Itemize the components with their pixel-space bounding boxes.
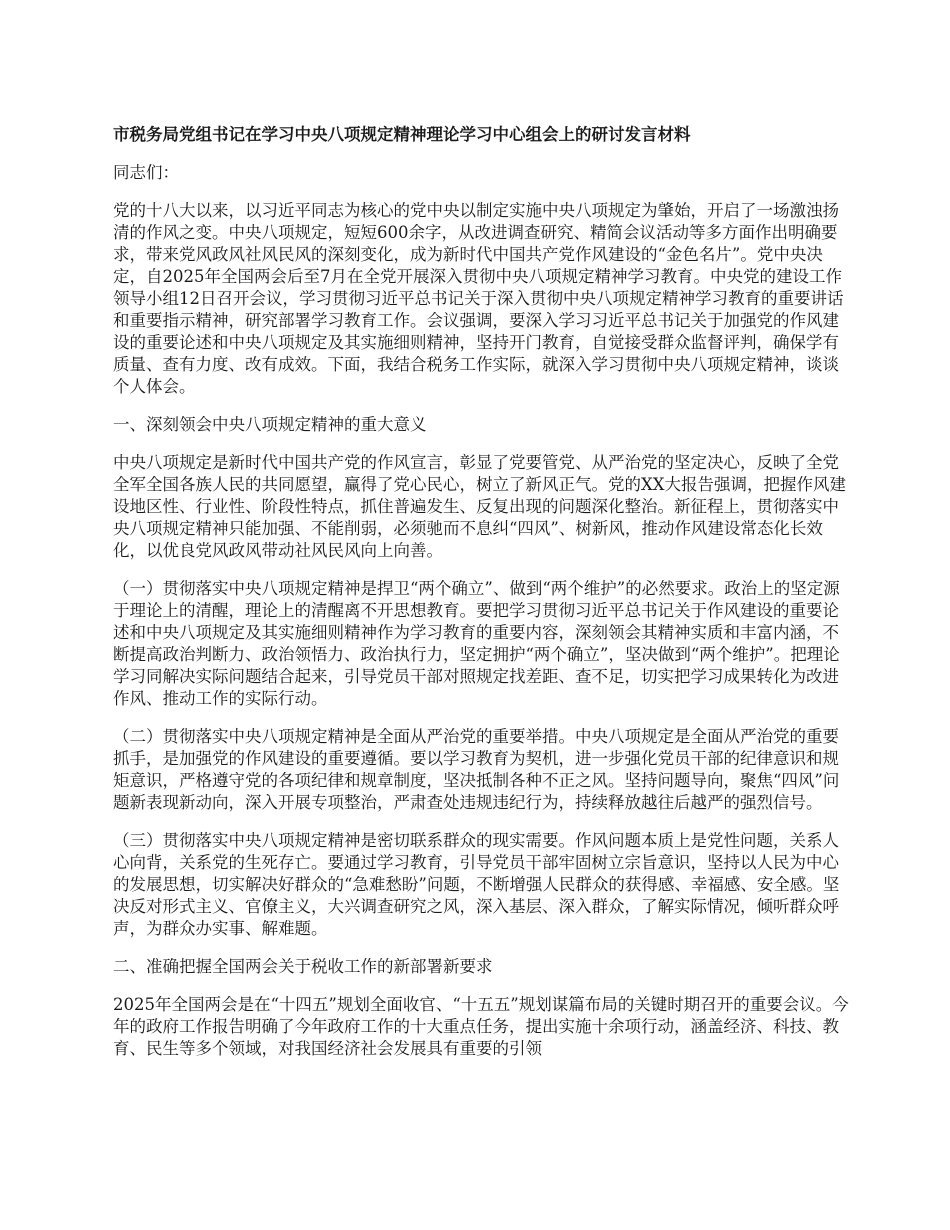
intro-paragraph: 党的十八大以来，以习近平同志为核心的党中央以制定实施中央八项规定为肇始，开启了一场激浊扬清的作风之变。中央八项规定，短短600余字，从改进调查研究、精简会议活动等多方面作出明确要求，带来党风政风社风民风的深刻变化，成为新时代中国共产党作风建设的“金色名片”。党中央决定，自2025年全国两会后至7月在全党开展深入贯彻中央八项规定精神学习教育。中央党的建设工作领导小组12日召开会议，学习贯彻习近平总书记关于深入贯彻中央八项规定精神学习教育的重要讲话和重要指示精神，研究部署学习教育工作。会议强调，要深入学习习近平总书记关于加强党的作风建设的重要论述和中央八项规定及其实施细则精神，坚持开门教育，自觉接受群众监督评判，确保学有质量、查有力度、改有成效。下面，我结合税务工作实际，就深入学习贯彻中央八项规定精神，谈谈个人体会。 <box>113 201 844 396</box>
point-1-paragraph: （一）贯彻落实中央八项规定精神是捍卫“两个确立”、做到“两个维护”的必然要求。政治上的坚定源于理论上的清醒，理论上的清醒离不开思想教育。要把学习贯彻习近平总书记关于作风建设的重要论述和中央八项规定及其实施细则精神作为学习教育的重要内容，深刻领会其精神实质和丰富内涵，不断提高政治判断力、政治领悟力、政治执行力，坚定拥护“两个确立”，坚决做到“两个维护”。把理论学习同解决实际问题结合起来，引导党员干部对照规定找差距、查不足，切实把学习成果转化为改进作风、推动工作的实际行动。 <box>113 579 840 708</box>
section2-paragraph: 2025年全国两会是在“十四五”规划全面收官、“十五五”规划谋篇布局的关键时期召开的重要会议。今年的政府工作报告明确了今年政府工作的十大重点任务，提出实施十余项行动，涵盖经济、科技、教育、民生等多个领域，对我国经济社会发展具有重要的引领 <box>113 995 849 1058</box>
section1-paragraph: 中央八项规定是新时代中国共产党的作风宣言，彰显了党要管党、从严治党的坚定决心，反映了全党全军全国各族人民的共同愿望，赢得了党心民心，树立了新风正气。党的XX大报告强调，把握作风建设地区性、行业性、阶段性特点，抓住普遍发生、反复出现的问题深化整治。新征程上，贯彻落实中央八项规定精神只能加强、不能削弱，必须驰而不息纠“四风”、树新风，推动作风建设常态化长效化，以优良党风政风带动社风民风向上向善。 <box>113 453 846 560</box>
document-title: 市税务局党组书记在学习中央八项规定精神理论学习中心组会上的研讨发言材料 <box>113 125 691 144</box>
greeting: 同志们： <box>113 163 179 182</box>
point-2-paragraph: （二）贯彻落实中央八项规定精神是全面从严治党的重要举措。中央八项规定是全面从严治党的重要抓手，是加强党的作风建设的重要遵循。要以学习教育为契机，进一步强化党员干部的纪律意识和规矩意识，严格遵守党的各项纪律和规章制度，坚决抵制各种不正之风。坚持问题导向，聚焦“四风”问题新表现新动向，深入开展专项整治，严肃查处违规违纪行为，持续释放越往后越严的强烈信号。 <box>113 727 840 812</box>
section-heading-2: 二、准确把握全国两会关于税收工作的新部署新要求 <box>113 957 493 976</box>
document-page <box>113 124 855 1230</box>
section-heading-1: 一、深刻领会中央八项规定精神的重大意义 <box>113 415 427 434</box>
point-3-paragraph: （三）贯彻落实中央八项规定精神是密切联系群众的现实需要。作风问题本质上是党性问题，关系人心向背，关系党的生死存亡。要通过学习教育，引导党员干部牢固树立宗旨意识，坚持以人民为中心的发展思想，切实解决好群众的“急难愁盼”问题，不断增强人民群众的获得感、幸福感、安全感。坚决反对形式主义、官僚主义，大兴调查研究之风，深入基层、深入群众，了解实际情况，倾听群众呼声，为群众办实事、解难题。 <box>113 831 840 938</box>
